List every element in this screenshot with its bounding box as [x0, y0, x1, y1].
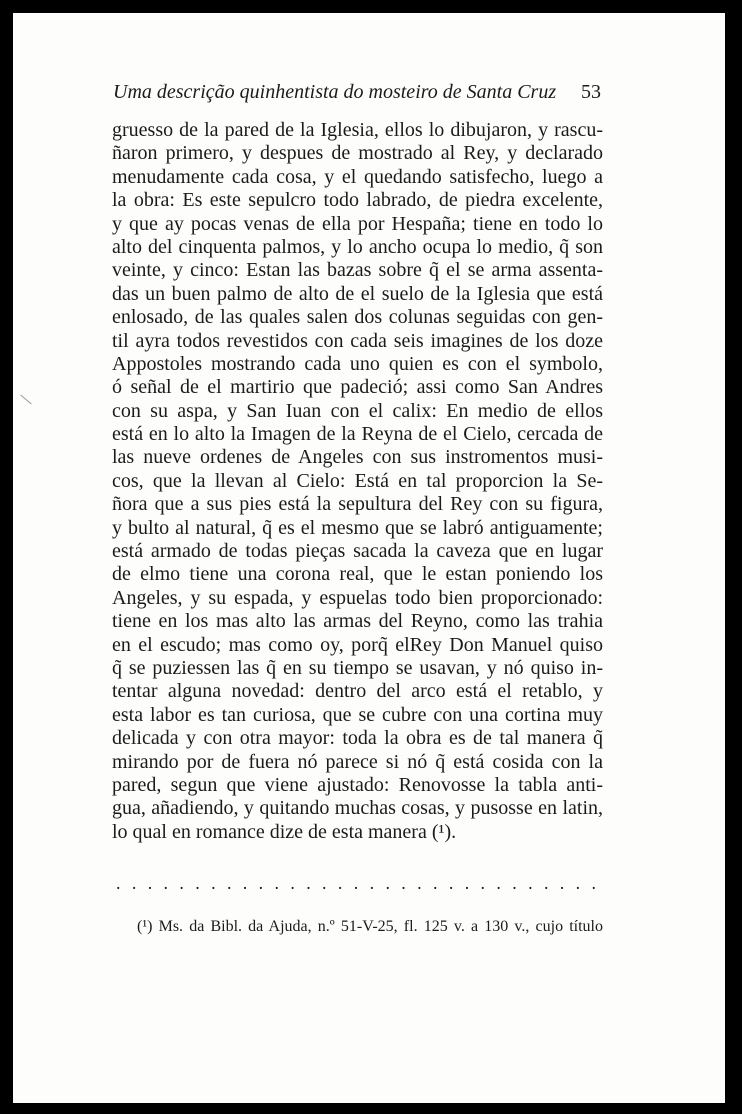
text-line: ñora que a sus pies está la sepultura del Rey con su figura,: [112, 493, 603, 516]
text-line: esta labor es tan curiosa, que se cubre con una cortina muy: [112, 703, 603, 726]
text-line: ñaron primero, y despues de mostrado al Rey, y declarado: [112, 142, 603, 165]
running-title: Uma descrição quinhentista do mosteiro de Santa Cruz: [113, 81, 557, 103]
page-number: 53: [581, 81, 601, 103]
text-line: y bulto al natural, q̃ es el mesmo que se labró antiguamente;: [112, 516, 603, 539]
text-line: la obra: Es este sepulcro todo labrado, de piedra excelente,: [112, 189, 603, 212]
text-line: ó señal de el martirio que padeció; assi como San Andres: [112, 376, 603, 399]
footnote: (¹) Ms. da Bibl. da Ajuda, n.º 51-V-25, fl. 125 v. a 130 v., cujo título: [137, 918, 603, 935]
text-line: das un buen palmo de alto de el suelo de la Iglesia que está: [112, 282, 603, 305]
text-line: lo qual en romance dize de esta manera (¹).: [112, 820, 457, 843]
text-line: tiene en los mas alto las armas del Reyno, como las trahia: [112, 610, 603, 633]
text-line: gruesso de la pared de la Iglesia, ellos lo dibujaron, y rascu-: [112, 119, 603, 141]
text-line: alto del cinquenta palmos, y lo ancho ocupa lo medio, q̃ son: [112, 235, 603, 258]
running-head: [113, 81, 601, 109]
text-line: menudamente cada cosa, y el quedando satisfecho, luego a: [112, 165, 603, 188]
scan-mark: [20, 395, 31, 405]
text-line: mirando por de fuera nó parece si nó q̃ está cosida con la: [112, 750, 603, 773]
dot-leader-rule: . . . . . . . . . . . . . . . . . . . . . . . . . . . . . . .: [116, 873, 596, 893]
text-line: q̃ se puziessen las q̃ en su tiempo se usavan, y nó quiso in-: [112, 656, 603, 679]
text-line: tentar alguna novedad: dentro del arco está el retablo, y: [112, 680, 603, 703]
text-line: til ayra todos revestidos con cada seis imagines de los doze: [112, 329, 603, 352]
text-line: veinte, y cinco: Estan las bazas sobre q̃ el se arma assenta-: [112, 259, 603, 282]
text-line: gua, añadiendo, y quitando muchas cosas, y pusosse en latin,: [112, 797, 603, 820]
text-line: está armado de todas pieças sacada la caveza que en lugar: [112, 540, 603, 563]
text-line: de elmo tiene una corona real, que le estan poniendo los: [112, 563, 603, 586]
text-line: con su aspa, y San Iuan con el calix: En medio de ellos: [112, 399, 603, 422]
text-line: delicada y con otra mayor: toda la obra es de tal manera q̃: [112, 727, 603, 750]
text-line: y que ay pocas venas de ella por Hespaña; tiene en todo lo: [112, 212, 603, 235]
text-line: pared, segun que viene ajustado: Renovosse la tabla anti-: [112, 773, 603, 796]
text-line: está en lo alto la Imagen de la Reyna de el Cielo, cercada de: [112, 423, 603, 446]
text-line: las nueve ordenes de Angeles con sus instromentos musi-: [112, 446, 603, 469]
text-line: en el escudo; mas como oy, porq̃ elRey Don Manuel quiso: [112, 633, 603, 656]
text-line: cos, que la llevan al Cielo: Está en tal proporcion la Se-: [112, 469, 603, 492]
text-line: Angeles, y su espada, y espuelas todo bien proporcionado:: [112, 586, 603, 609]
text-line: enlosado, de las quales salen dos colunas seguidas con gen-: [112, 306, 603, 329]
book-page: [13, 13, 725, 1103]
text-line: Appostoles mostrando cada uno quien es con el symbolo,: [112, 352, 603, 375]
body-text: [112, 119, 603, 844]
